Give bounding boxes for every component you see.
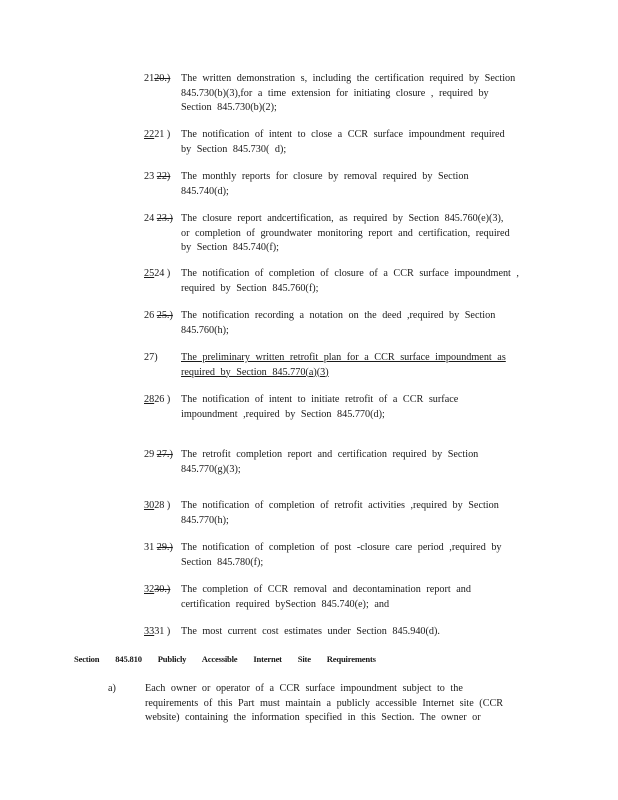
old-number: 22) [156,171,171,182]
old-number: 24 ) [154,268,171,279]
new-number: 30 [144,500,155,511]
item-number [144,212,181,227]
new-number: 25 [144,268,155,279]
item-line: 845.740(d); [181,185,229,197]
list-item [144,351,544,380]
item-number [144,625,181,640]
list-item [144,541,544,570]
item-line: The notification of intent to initiate retrofit of a CCR surface [181,394,459,405]
item-line: impoundment ,required by Section 845.770(d); [181,408,385,420]
new-number: 24 [144,213,155,224]
item-number [144,393,181,408]
item-line: 845.770(g)(3); [181,463,241,475]
list-item [144,448,544,477]
old-number: 27.) [156,449,173,460]
item-line: The completion of CCR removal and decontamination report and [181,584,471,595]
list-item [144,583,544,612]
item-line: certification required bySection 845.740(e); and [181,598,390,610]
new-number: 31 [144,542,155,553]
paragraph [108,682,548,726]
item-number [144,72,181,87]
item-line: 845.730(b)(3),for a time extension for initiating closure , required by [181,87,489,99]
item-number [144,309,181,324]
item-line: required by Section 845.770(a)(3) [181,366,329,378]
new-number: 29 [144,449,155,460]
item-line: The most current cost estimates under Section 845.940(d). [181,626,440,637]
paragraph-line: Each owner or operator of a CCR surface impoundment subject to the [145,683,463,694]
old-number: 30.) [154,584,171,595]
list-item [144,309,544,338]
item-line: Section 845.730(b)(2); [181,102,277,113]
item-line: The preliminary written retrofit plan for a CCR surface impoundment as [181,352,506,363]
paragraph-line: requirements of this Part must maintain a publicly accessible Internet site (CCR [145,697,504,709]
old-number: 28 ) [154,500,171,511]
item-number [144,541,181,556]
item-number [144,583,181,598]
item-number [144,170,181,185]
old-number: 20.) [154,73,171,84]
item-line: The written demonstration s, including the certification required by Section [181,73,516,84]
item-line: by Section 845.730( d); [181,143,287,155]
old-number: 26 ) [154,394,171,405]
section-heading: Section 845.810 Publicly Accessible Internet Site Requirements [74,654,376,664]
item-line: The notification of completion of retrofit activities ,required by Section [181,500,499,511]
item-number [144,448,181,463]
item-line: The notification of completion of post -closure care period ,required by [181,542,502,553]
paragraph-label: a) [108,683,116,694]
new-number: 21 [144,73,155,84]
list-item [144,393,544,422]
old-number: 23.) [156,213,173,224]
list-item [144,128,544,157]
item-line: The monthly reports for closure by removal required by Section [181,171,469,182]
new-number: 28 [144,394,155,405]
item-line: by Section 845.740(f); [181,242,279,253]
item-line: required by Section 845.760(f); [181,282,319,294]
new-number: 33 [144,626,155,637]
item-number [144,128,181,143]
item-line: 845.770(h); [181,514,229,526]
new-number: 23 [144,171,155,182]
list-item [144,267,544,296]
item-number: 27) [144,352,158,363]
list-item [144,499,544,528]
item-line: The notification of intent to close a CCR surface impoundment required [181,129,505,140]
old-number: 25.) [156,310,173,321]
new-number: 32 [144,584,155,595]
new-number: 22 [144,129,155,140]
old-number: 31 ) [154,626,171,637]
list-item [144,72,544,116]
item-line: The retrofit completion report and certification required by Section [181,449,479,460]
item-number [144,499,181,514]
item-line: The notification recording a notation on the deed ,required by Section [181,310,496,321]
paragraph-line: website) containing the information specified in this Section. The owner or [145,712,481,723]
item-line: The closure report andcertification, as required by Section 845.760(e)(3), [181,213,504,224]
new-number: 26 [144,310,155,321]
list-item [144,625,544,640]
list-item [144,170,544,199]
item-number [144,267,181,282]
list-item [144,212,544,256]
old-number: 21 ) [154,129,171,140]
old-number: 29.) [156,542,173,553]
item-line: 845.760(h); [181,324,229,336]
item-line: or completion of groundwater monitoring report and certification, required [181,227,510,239]
item-line: Section 845.780(f); [181,556,264,568]
item-line: The notification of completion of closure of a CCR surface impoundment , [181,268,519,279]
